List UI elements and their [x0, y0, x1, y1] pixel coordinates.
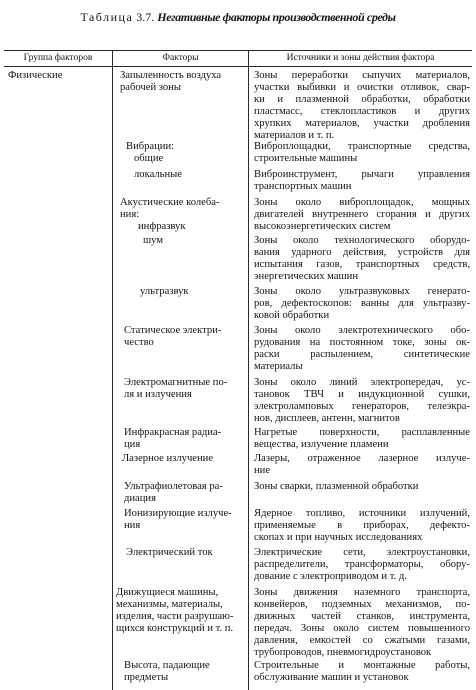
factor-cell	[124, 325, 221, 349]
source-line: материалов и т. п.	[254, 130, 335, 141]
factor-cell	[116, 587, 234, 635]
factor-line: инфразвук	[138, 221, 186, 232]
factor-line: Инфракрасная радиа-	[124, 427, 222, 438]
source-line: Зоны переработки сыпучих материалов,	[254, 70, 470, 81]
source-line: вания ударного действия, устройств для	[254, 247, 470, 258]
source-line: ров, дефектоскопов: ванны для ультразву-	[254, 298, 470, 309]
factor-line: ля и излучения	[124, 389, 192, 400]
factor-line: предметы	[124, 672, 169, 683]
factor-line: ния	[124, 520, 141, 531]
factor-cell	[120, 70, 221, 94]
source-line: Нагретые поверхности, расплавленные	[254, 427, 470, 438]
factor-line: Ультрафиолетовая ра-	[124, 481, 223, 492]
source-line: строительные машины	[254, 153, 358, 164]
source-cell	[254, 547, 470, 583]
source-line: транспортных машин	[254, 181, 352, 192]
factor-line: общие	[134, 153, 164, 164]
factor-line: Движущиеся машины,	[116, 587, 219, 598]
caption-title: Негативные факторы производственной среды	[157, 10, 396, 24]
source-line: Ядерное топливо, источники излучений,	[254, 508, 470, 519]
factor-line: Высота, падающие	[124, 660, 210, 671]
column-divider-2	[248, 50, 249, 690]
factor-line: Акустические колеба-	[120, 197, 220, 208]
source-line: высокоэнергетических систем	[254, 221, 391, 232]
table-top-rule	[4, 50, 472, 51]
source-cell	[254, 377, 470, 425]
source-line: пластмасс, стеклопластиков и других	[254, 106, 470, 117]
source-line: применяемые в приборах, дефекто-	[254, 520, 470, 531]
source-line: трубопроводов, пневмогидроустановок	[254, 647, 432, 658]
source-cell	[254, 427, 470, 451]
source-line: дование с электроприводом и т. д.	[254, 571, 407, 582]
factor-line: чество	[124, 337, 154, 348]
header-bottom-rule	[4, 66, 472, 67]
source-line: Электрические сети, электроустановки,	[254, 547, 470, 558]
source-line: ки и плазменной обработки, обработки	[254, 94, 470, 105]
factor-line: Ионизирующие излуче-	[124, 508, 232, 519]
factor-line: Лазерное излучение	[122, 453, 214, 464]
factor-cell	[143, 235, 163, 247]
source-cell	[254, 235, 470, 283]
source-cell	[254, 325, 470, 373]
source-line: Зоны сварки, плазменной обработки	[254, 481, 419, 492]
caption-label: Таблица	[80, 10, 134, 24]
source-line: вещества, излучение пламени	[254, 439, 389, 450]
source-line: Виброплощадки, транспортные средства,	[254, 141, 470, 152]
source-line: Лазеры, отраженное лазерное излуче-	[254, 453, 470, 464]
source-line: рудования на постоянном токе, зоны ок-	[254, 337, 470, 348]
header-sources: Источники и зоны действия фактора	[286, 53, 435, 63]
source-line: Зоны около виброплощадок, мощных	[254, 197, 470, 208]
source-cell	[254, 587, 470, 659]
source-line: Строительные и монтажные работы,	[254, 660, 470, 671]
factor-cell	[126, 547, 213, 559]
source-line: распределители, трансформаторы, обору-	[254, 559, 470, 570]
source-line: конвейеров, подземных механизмов, по-	[254, 599, 470, 610]
source-line: передач. Зоны около систем повышенного	[254, 623, 470, 634]
table-caption	[0, 10, 476, 24]
source-line: хрупких материалов, участки дробления	[254, 118, 470, 129]
factor-line: Запыленность воздуха	[120, 70, 222, 81]
source-line: двигателей внутреннего сгорания и других	[254, 209, 470, 220]
factor-cell	[124, 660, 210, 684]
header-group: Группа факторов	[23, 53, 93, 63]
source-line: скопах и при научных исследованиях	[254, 532, 423, 543]
factor-line: ция	[124, 439, 141, 450]
factor-cell	[120, 197, 219, 233]
source-line: раски распылением, синтетические	[254, 349, 470, 360]
factor-line: ния:	[120, 209, 140, 220]
source-line: участки выбивки и очистки отливок, свар-	[254, 82, 470, 93]
column-divider-1	[112, 50, 113, 690]
source-line: Зоны около технологического оборудо-	[254, 235, 470, 246]
factor-cell	[124, 377, 227, 401]
factor-line: Электрический ток	[126, 547, 213, 558]
source-line: Зоны около линий электропередач, ус-	[254, 377, 470, 388]
source-line: энергетических машин	[254, 271, 359, 282]
source-line: Зоны движения наземного транспорта,	[254, 587, 470, 598]
factor-cell	[122, 453, 213, 465]
factor-line: Электромагнитные по-	[124, 377, 228, 388]
source-line: Виброинструмент, рычаги управления	[254, 169, 470, 180]
source-cell	[254, 453, 470, 477]
factor-cell	[134, 169, 182, 181]
source-cell	[254, 481, 470, 493]
group-name: Физические	[8, 70, 63, 81]
factor-line: локальные	[134, 169, 182, 180]
source-line: давления, емкостей со сжатыми газами,	[254, 635, 470, 646]
source-cell	[254, 660, 470, 684]
source-cell	[254, 286, 470, 322]
source-cell	[254, 169, 470, 193]
factor-line: механизмы, материалы,	[116, 599, 223, 610]
source-line: обслуживание машин и установок	[254, 672, 409, 683]
factor-cell	[140, 286, 189, 298]
factor-line: диация	[124, 493, 156, 504]
factor-cell	[124, 481, 223, 505]
source-cell	[254, 70, 470, 142]
caption-number: 3.7.	[136, 10, 155, 24]
source-line: Зоны около ультразвуковых генерато-	[254, 286, 470, 297]
source-cell	[254, 197, 470, 233]
source-cell	[254, 508, 470, 544]
source-line: движных частей станков, инструмента,	[254, 611, 470, 622]
factor-line: ультразвук	[140, 286, 189, 297]
source-line: нов, дисплеев, антенн, магнитов	[254, 413, 400, 424]
factor-line: щихся конструкций и т. п.	[116, 623, 234, 634]
factor-line: рабочей зоны	[120, 82, 181, 93]
source-line: электроламповых генераторов, телеэкра-	[254, 401, 470, 412]
source-line: Зоны около электротехнического обо-	[254, 325, 470, 336]
factor-line: Вибрации:	[126, 141, 175, 152]
source-cell	[254, 141, 470, 165]
factor-cell	[126, 141, 174, 165]
factor-line: изделия, части разрушаю-	[116, 611, 234, 622]
source-line: материалы	[254, 361, 303, 372]
source-line: ковой обработки	[254, 310, 330, 321]
source-line: ние	[254, 465, 271, 476]
factor-cell	[124, 427, 221, 451]
factor-line: шум	[143, 235, 164, 246]
factor-line: Статическое электри-	[124, 325, 222, 336]
factor-cell	[124, 508, 232, 532]
source-line: тановок ТВЧ и индукционной сушки,	[254, 389, 470, 400]
source-line: испытания газов, транспортных средств,	[254, 259, 470, 270]
header-factor: Факторы	[162, 53, 199, 63]
